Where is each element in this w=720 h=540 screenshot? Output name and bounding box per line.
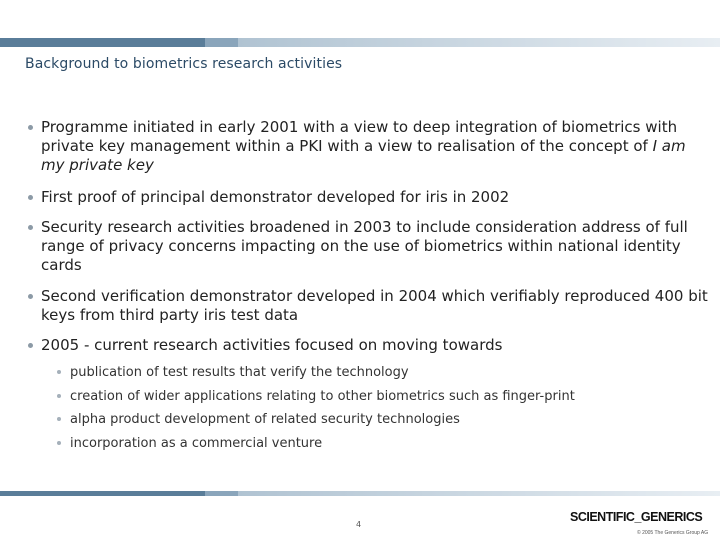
sub-bullet-icon xyxy=(57,441,61,445)
bullet-list xyxy=(28,118,708,355)
header-bar-light-segment xyxy=(238,38,720,47)
bullet-icon xyxy=(28,343,33,348)
sub-bullet-text: publication of test results that verify the technology xyxy=(70,365,409,380)
sub-bullet-item xyxy=(57,432,575,456)
sub-bullet-item xyxy=(57,385,575,409)
bullet-text: 2005 - current research activities focused on moving towards xyxy=(41,336,503,354)
bullet-item xyxy=(28,336,708,355)
sub-bullet-item xyxy=(57,361,575,385)
bullet-text: Second verification demonstrator developed in 2004 which verifiably reproduced 400 bit keys from third party iris test data xyxy=(41,287,708,324)
company-logo: SCIENTIFIC_GENERICS xyxy=(570,510,703,524)
footer-accent-bar xyxy=(0,491,720,496)
header-accent-bar xyxy=(0,38,720,47)
bullet-icon xyxy=(28,225,33,230)
bullet-item xyxy=(28,188,708,207)
bullet-icon xyxy=(28,294,33,299)
bullet-emphasis: I am my private key xyxy=(41,137,686,174)
sub-bullet-icon xyxy=(57,394,61,398)
sub-bullet-text: alpha product development of related security technologies xyxy=(70,412,460,427)
bullet-text: Programme initiated in early 2001 with a view to deep integration of biometrics with private key management within a PKI with a view to realisation of the concept of xyxy=(41,118,678,155)
sub-bullet-text: incorporation as a commercial venture xyxy=(70,435,323,451)
bullet-icon xyxy=(28,195,33,200)
sub-bullet-list xyxy=(57,361,575,455)
page-number: 4 xyxy=(356,520,362,529)
bullet-text: First proof of principal demonstrator developed for iris in 2002 xyxy=(41,188,510,206)
copyright-text: © 2005 The Generics Group AG xyxy=(637,530,709,536)
sub-bullet-icon xyxy=(57,370,61,374)
bullet-icon xyxy=(28,125,33,130)
sub-bullet-item xyxy=(57,408,575,432)
footer-bar-dark-segment xyxy=(0,491,205,496)
footer-bar-light-segment xyxy=(238,491,720,496)
slide-title: Background to biometrics research activities xyxy=(25,56,343,72)
bullet-text: Security research activities broadened in 2003 to include consideration address of full range of privacy concerns impacting on the use of biometrics within national identity cards xyxy=(41,218,688,274)
bullet-item xyxy=(28,287,708,325)
sub-bullet-icon xyxy=(57,417,61,421)
sub-bullet-text: creation of wider applications relating to other biometrics such as finger-print xyxy=(70,388,575,404)
bullet-item xyxy=(28,218,708,275)
footer-bar-mid-segment xyxy=(205,491,238,496)
header-bar-mid-segment xyxy=(205,38,238,47)
bullet-item xyxy=(28,118,708,175)
header-bar-dark-segment xyxy=(0,38,205,47)
